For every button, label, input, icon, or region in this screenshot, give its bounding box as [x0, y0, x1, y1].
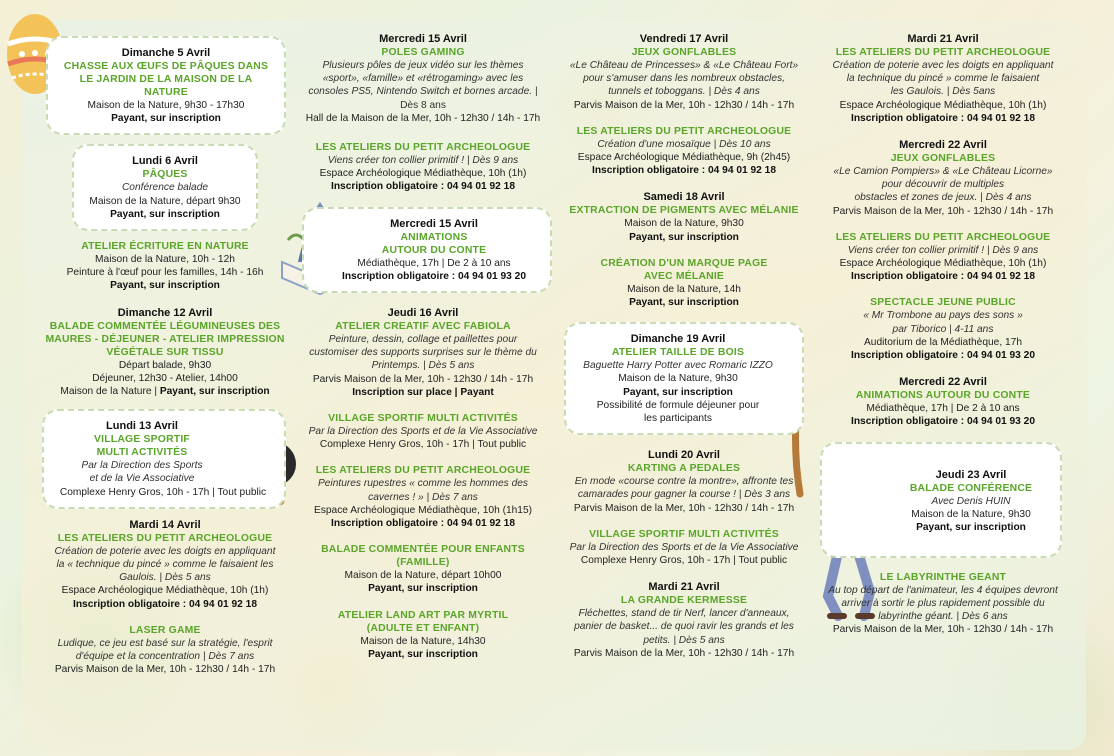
- event-location: Maison de la Nature, 10h - 12h: [95, 254, 235, 266]
- event-booking: Payant, sur inscription: [110, 208, 220, 220]
- event-description: Peinture, dessin, collage et paillettes pour: [328, 334, 518, 346]
- event: [560, 448, 808, 515]
- event-description: Printemps. | Dès 5 ans: [371, 360, 475, 372]
- event-description: camarades pour gagner la course ! | Dès 3 ans: [577, 489, 791, 501]
- event-booking: Payant, sur inscription: [623, 386, 733, 398]
- event: [44, 518, 286, 611]
- event-title: LE LABYRINTHE GEANT: [879, 571, 1007, 583]
- event-description: panier de basket... de quoi ravir les grands et les: [574, 621, 794, 633]
- event-description: obstacles et zones de jeux. | Dès 4 ans: [854, 192, 1032, 204]
- event-date: Lundi 20 Avril: [648, 449, 720, 462]
- event-title: LE JARDIN DE LA MAISON DE LA NATURE: [79, 74, 253, 98]
- event-description: En mode «course contre la montre», affronte tes: [574, 476, 794, 488]
- event-title: LES ATELIERS DU PETIT ARCHEOLOGUE: [576, 125, 792, 137]
- event-title: LASER GAME: [129, 624, 201, 636]
- event-description: labyrinthe géant. | Dès 6 ans: [878, 611, 1008, 623]
- event-booking: Payant, sur inscription: [916, 522, 1026, 534]
- event-description: Par la Direction des Sports et de la Vie Associative: [308, 426, 538, 438]
- event-title: LES ATELIERS DU PETIT ARCHEOLOGUE: [835, 47, 1051, 58]
- event: [296, 543, 550, 595]
- event-description: Avec Denis HUIN: [931, 495, 1011, 507]
- column-2: [296, 32, 550, 674]
- event-date: Dimanche 12 Avril: [117, 306, 213, 319]
- event-title: CRÉATION D'UN MARQUE PAGE: [600, 257, 768, 269]
- event-title: VILLAGE SPORTIF: [94, 434, 190, 446]
- event-booking: Inscription obligatoire : 04 94 01 92 18: [72, 598, 257, 610]
- event: [560, 257, 808, 309]
- event-booking: Inscription obligatoire : 04 94 01 92 18: [850, 112, 1035, 124]
- event-description: par Tiborico | 4-11 ans: [892, 323, 994, 335]
- event: [296, 141, 550, 194]
- event-location: Maison de la Nature, 9h30 - 17h30: [87, 100, 245, 111]
- event-location: Espace Archéologique Médiathèque, 10h (1h): [839, 258, 1047, 270]
- event-location: Espace Archéologique Médiathèque, 10h (1h): [839, 99, 1047, 111]
- event-title: ATELIER LAND ART PAR MYRTIL: [337, 609, 509, 621]
- event-date: Dimanche 19 Avril: [630, 333, 726, 346]
- event-title: BALADE COMMENTÉE POUR ENFANTS: [321, 544, 525, 556]
- event-booking: Inscription obligatoire : 04 94 01 93 20: [850, 350, 1035, 362]
- event-location: Hall de la Maison de la Mer, 10h - 12h30 / 14h - 17h: [305, 112, 541, 124]
- event-title: (FAMILLE): [396, 557, 450, 569]
- event-location: Parvis Maison de la Mer, 10h - 12h30 / 14h - 17h: [573, 502, 795, 514]
- event-card: [46, 36, 286, 135]
- event-title: EXTRACTION DE PIGMENTS AVEC MÉLANIE: [569, 205, 799, 217]
- event-card: [42, 409, 286, 509]
- event-booking: Payant, sur inscription: [368, 648, 478, 660]
- event: [296, 306, 550, 399]
- event: [818, 296, 1068, 362]
- event-description: «Le Camion Pompiers» & «Le Château Licorne»: [833, 166, 1053, 178]
- event-location: Espace Archéologique Médiathèque, 10h (1h): [61, 585, 269, 597]
- event-description: Baguette Harry Potter avec Romaric IZZO: [583, 360, 773, 372]
- event-description: petits. | Dès 5 ans: [643, 634, 725, 646]
- event: [296, 32, 550, 125]
- event-location: Parvis Maison de la Mer, 10h - 12h30 / 14h - 17h: [832, 205, 1054, 217]
- event-description: « Mr Trombone au pays des sons »: [863, 310, 1023, 322]
- event: [560, 528, 808, 567]
- event-description: les Gaulois. | Dès 5ans: [890, 86, 996, 98]
- event-note: les participants: [644, 413, 712, 425]
- event-location: Espace Archéologique Médiathèque, 10h (1h): [319, 168, 527, 180]
- event-location: Parvis Maison de la Mer, 10h - 12h30 / 14h - 17h: [54, 664, 276, 676]
- event-booking: Payant, sur inscription: [368, 583, 478, 595]
- event-location: Maison de la Nature, départ 9h30: [89, 195, 241, 207]
- event-booking: Inscription obligatoire : 04 94 01 92 18: [330, 518, 515, 530]
- event-date: Mardi 21 Avril: [907, 33, 979, 45]
- event-title: ATELIER CREATIF AVEC FABIOLA: [335, 321, 511, 333]
- event-location: Déjeuner, 12h30 - Atelier, 14h00: [92, 372, 238, 384]
- event: [818, 231, 1068, 284]
- event-date: Samedi 18 Avril: [643, 191, 725, 204]
- event-description: Fléchettes, stand de tir Nerf, lancer d'anneaux,: [578, 608, 790, 620]
- event-description: «sport», «famille» et «rétrogaming» avec les: [322, 73, 524, 85]
- event: [818, 571, 1068, 637]
- event-description: pour s'amuser dans les nombreux obstacles,: [583, 73, 785, 85]
- event-location-text: Maison de la Nature |: [60, 386, 160, 398]
- event-title: VILLAGE SPORTIF MULTI ACTIVITÉS: [589, 528, 779, 540]
- event-title: PÂQUES: [142, 169, 188, 181]
- event-date: Lundi 6 Avril: [132, 155, 198, 168]
- event-location: Espace Archéologique Médiathèque, 10h (1h15): [313, 504, 533, 516]
- event-title: ATELIER ÉCRITURE EN NATURE: [81, 241, 249, 253]
- event-location: Complexe Henry Gros, 10h - 17h | Tout public: [59, 486, 267, 498]
- event-location: Parvis Maison de la Mer, 10h - 12h30 / 14h - 17h: [573, 647, 795, 659]
- event-date: Mardi 21 Avril: [648, 581, 720, 594]
- event-description: customiser des supports surprises sur le thème du: [309, 347, 537, 359]
- event-title: (ADULTE ET ENFANT): [366, 622, 480, 634]
- event-description: Création de poterie avec les doigts en appliquant: [54, 545, 276, 557]
- event-date: Mercredi 22 Avril: [899, 139, 987, 152]
- event-location: Complexe Henry Gros, 10h - 17h | Tout public: [319, 439, 527, 451]
- event-date: Jeudi 23 Avril: [935, 468, 1007, 481]
- event-location: Complexe Henry Gros, 10h - 17h | Tout public: [580, 555, 788, 567]
- event-description: tunnels et toboggans. | Dès 4 ans: [608, 86, 760, 98]
- event-title: ATELIER TAILLE DE BOIS: [611, 347, 745, 359]
- event-booking: Inscription obligatoire : 04 94 01 92 18: [330, 181, 515, 193]
- event-location: Parvis Maison de la Mer, 10h - 12h30 / 14h - 17h: [832, 624, 1054, 636]
- event-title: AVEC MÉLANIE: [643, 270, 725, 282]
- event-title: LA GRANDE KERMESSE: [620, 595, 748, 607]
- event-title: LES ATELIERS DU PETIT ARCHEOLOGUE: [315, 142, 531, 154]
- event-description: Conférence balade: [121, 182, 209, 194]
- event-title: BALADE CONFÉRENCE: [909, 482, 1033, 494]
- event-location: Auditorium de la Médiathèque, 17h: [863, 336, 1022, 348]
- event-booking: Payant, sur inscription: [110, 280, 220, 292]
- event-title: MAURES - DÉJEUNER - ATELIER IMPRESSION: [45, 333, 285, 345]
- event: [560, 190, 808, 243]
- event-title: MULTI ACTIVITÉS: [96, 447, 188, 459]
- event-description: Dès 8 ans: [400, 99, 446, 111]
- event-location: Médiathèque, 17h | De 2 à 10 ans: [357, 257, 511, 269]
- event-booking: Inscription obligatoire : 04 94 01 92 18: [850, 271, 1035, 283]
- event-location: Parvis Maison de la Mer, 10h - 12h30 / 14h - 17h: [573, 99, 795, 111]
- event-date: Mercredi 15 Avril: [390, 217, 478, 230]
- event-description: Plusieurs pôles de jeux vidéo sur les thèmes: [322, 60, 524, 71]
- event-title: LES ATELIERS DU PETIT ARCHEOLOGUE: [835, 231, 1051, 243]
- event-title: BALADE COMMENTÉE LÉGUMINEUSES DES: [49, 320, 281, 332]
- event-title: JEUX GONFLABLES: [890, 153, 996, 165]
- event-location: Maison de la Nature, 14h30: [360, 635, 486, 647]
- event-title: ANIMATIONS AUTOUR DU CONTE: [855, 390, 1031, 402]
- event-description: Par la Direction des Sports et de la Vie Associative: [569, 541, 799, 553]
- event: [44, 306, 286, 399]
- event-booking: Inscription sur place | Payant: [352, 386, 494, 398]
- event: [296, 609, 550, 661]
- event-booking: Inscription obligatoire : 04 94 01 93 20: [341, 270, 526, 282]
- event-card: [72, 144, 258, 231]
- event-date: Mercredi 22 Avril: [899, 376, 987, 389]
- event-title: LES ATELIERS DU PETIT ARCHEOLOGUE: [57, 532, 273, 544]
- column-1: [44, 36, 286, 689]
- event-description: la technique du pincé » comme le faisaient: [846, 73, 1040, 85]
- event-title: POLES GAMING: [381, 47, 465, 58]
- event-title: ANIMATIONS: [400, 231, 468, 243]
- event-title: LES ATELIERS DU PETIT ARCHEOLOGUE: [315, 465, 531, 477]
- event-date: Lundi 13 Avril: [106, 420, 178, 433]
- event: [560, 125, 808, 178]
- event-description: consoles PS5, Nintendo Switch et bornes arcade. |: [308, 86, 538, 98]
- event-booking: Payant, sur inscription: [629, 231, 739, 243]
- event-location: Espace Archéologique Médiathèque, 9h (2h45): [577, 152, 791, 164]
- event-note: Possibilité de formule déjeuner pour: [596, 399, 760, 411]
- event-title: KARTING A PEDALES: [627, 463, 741, 475]
- event-description: Peintures rupestres « comme les hommes des: [317, 478, 529, 490]
- event-booking: Inscription obligatoire : 04 94 01 92 18: [591, 165, 776, 177]
- event-description: Création d'une mosaïque | Dès 10 ans: [597, 138, 771, 150]
- event-location: Maison de la Nature, 9h30: [624, 218, 744, 230]
- event-booking: Payant, sur inscription: [111, 113, 221, 125]
- event-title: AUTOUR DU CONTE: [381, 244, 487, 256]
- event-title: VILLAGE SPORTIF MULTI ACTIVITÉS: [328, 413, 518, 425]
- event-description: d'équipe et la concentration | Dès 7 ans: [75, 651, 255, 663]
- event-description: Par la Direction des Sports: [81, 460, 203, 472]
- event-title: SPECTACLE JEUNE PUBLIC: [870, 297, 1016, 309]
- event-card-body: [52, 419, 232, 485]
- event-location: Maison de la Nature, 9h30: [911, 508, 1031, 520]
- event-card: [302, 207, 552, 293]
- event-location: Maison de la Nature, départ 10h00: [344, 570, 502, 582]
- column-4: [818, 32, 1068, 649]
- event-description: «Le Château de Princesses» & «Le Château Fort»: [569, 60, 799, 71]
- event-description: et de la Vie Associative: [89, 473, 195, 485]
- event-date: Vendredi 17 Avril: [639, 33, 729, 45]
- event-location: [44, 385, 286, 398]
- event: [296, 464, 550, 530]
- event-description: Création de poterie avec les doigts en appliquant: [832, 60, 1054, 71]
- event-description: Ludique, ce jeu est basé sur la stratégie, l'esprit: [57, 637, 273, 649]
- event-title: JEUX GONFLABLES: [631, 47, 737, 58]
- event-location: Parvis Maison de la Mer, 10h - 12h30 / 14h - 17h: [312, 373, 534, 385]
- event: [560, 32, 808, 112]
- event-title: VÉGÉTALE SUR TISSU: [106, 346, 224, 358]
- event-location: Maison de la Nature, 9h30: [618, 373, 738, 385]
- event: [296, 412, 550, 451]
- event-location: Départ balade, 9h30: [118, 359, 212, 371]
- event-description: Viens créer ton collier primitif ! | Dès 9 ans: [847, 244, 1039, 256]
- event-location: Peinture à l'œuf pour les familles, 14h - 16h: [66, 267, 264, 279]
- event-description: Viens créer ton collier primitif ! | Dès 9 ans: [327, 155, 519, 167]
- event-date: Jeudi 16 Avril: [387, 307, 459, 320]
- event-description: la « technique du pincé » comme le faisaient les: [56, 559, 274, 571]
- event-date: Dimanche 5 Avril: [121, 47, 211, 59]
- event: [818, 32, 1068, 125]
- event: [44, 240, 286, 293]
- event: [818, 138, 1068, 218]
- event: [560, 580, 808, 660]
- event-booking: Inscription obligatoire : 04 94 01 93 20: [850, 416, 1035, 428]
- event: [44, 624, 286, 677]
- event-description: arriver à sortir le plus rapidement possible du: [841, 597, 1045, 609]
- event-date: Mercredi 15 Avril: [379, 33, 467, 45]
- event-description: cavernes ! » | Dès 7 ans: [368, 491, 478, 503]
- event-description: Gaulois. | Dès 5 ans: [119, 572, 211, 584]
- event-booking: Payant, sur inscription: [159, 386, 270, 398]
- event: [818, 375, 1068, 428]
- event-location: Maison de la Nature, 14h: [627, 283, 741, 295]
- event-location: Médiathèque, 17h | De 2 à 10 ans: [866, 403, 1020, 415]
- column-3: [560, 32, 808, 673]
- event-description: pour découvrir de multiples: [881, 179, 1005, 191]
- event-card: [820, 442, 1062, 558]
- event-card: [564, 322, 804, 435]
- event-title: CHASSE AUX ŒUFS DE PÂQUES DANS: [63, 61, 269, 72]
- event-description: Au top départ de l'animateur, les 4 équipes devront: [828, 584, 1058, 596]
- event-date: Mardi 14 Avril: [129, 518, 201, 531]
- event-booking: Payant, sur inscription: [629, 297, 739, 309]
